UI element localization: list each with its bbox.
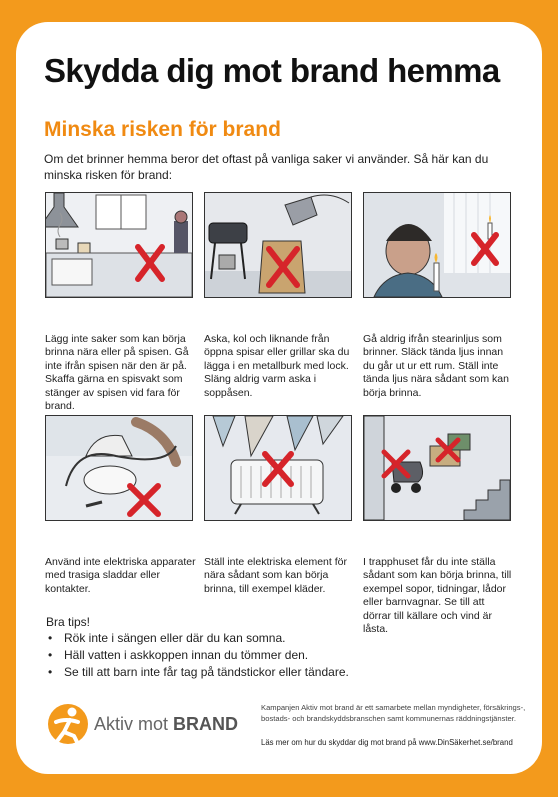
tips-list: [42, 630, 349, 681]
aktiv-mot-brand-logo: [46, 702, 246, 752]
intro-text: Om det brinner hemma beror det oftast på vanliga saker vi använder. Så här kan du minska risken för brand:: [44, 152, 489, 182]
tips-heading: Bra tips!: [46, 615, 91, 629]
tip-item: • Rök inte i sängen eller där du kan somna.: [42, 630, 349, 647]
poster-card: [16, 22, 542, 774]
panel-stairwell-caption: I trapphuset får du inte ställa sådant som kan börja brinna, till exempel sopor, tidningar, lådor eller barnvagnar. Se till att dörrar till källare och vind är låsta.: [363, 556, 512, 636]
tip-item: • Se till att barn inte får tag på tändstickor eller tändare.: [42, 664, 349, 681]
panel-candles-illustration: [363, 192, 511, 298]
footer-link[interactable]: Läs mer om hur du skyddar dig mot brand på www.DinSäkerhet.se/brand: [261, 738, 513, 747]
poster-title: Skydda dig mot brand hemma: [44, 52, 500, 89]
panel-grill-illustration: [204, 192, 352, 298]
panel-heater-caption: Ställ inte elektriska element för nära sådant som kan börja brinna, till exempel kläder.: [204, 556, 347, 595]
panel-heater-illustration: [204, 415, 352, 521]
panel-kitchen-illustration: [45, 192, 193, 298]
panel-mixer-caption: Använd inte elektriska apparater med trasiga sladdar eller kontakter.: [45, 556, 196, 595]
poster-subtitle: Minska risken för brand: [44, 118, 281, 141]
footer-text: Kampanjen Aktiv mot brand är ett samarbete mellan myndigheter, försäkrings-, bostads- och brandskyddsbranschen samt kommunernas räddningstjänster.: [261, 703, 526, 723]
logo-text: [94, 714, 238, 735]
panel-grill-caption: Aska, kol och liknande från öppna spisar eller grillar ska du lägga i en metallburk med lock. Släng aldrig varm aska i soppåsen.: [204, 333, 350, 399]
logo-text-light: Aktiv mot: [94, 714, 174, 734]
logo-text-bold: BRAND: [173, 714, 239, 734]
panel-candles-caption: Gå aldrig ifrån stearinljus som brinner. Släck tända ljus innan du går ut ur ett rum. Ställ inte tända ljus nära sådant som kan börja brinna.: [363, 333, 509, 399]
panel-stairwell-illustration: [363, 415, 511, 521]
tip-item: • Häll vatten i askkoppen innan du tömmer den.: [42, 647, 349, 664]
panel-mixer-illustration: [45, 415, 193, 521]
panel-kitchen-caption: Lägg inte saker som kan börja brinna nära eller på spisen. Gå inte ifrån spisen när den är på. Skaffa gärna en spisvakt som stänger av spisen vid fara för brand.: [45, 333, 189, 413]
aktiv-figure-icon: [46, 702, 90, 746]
